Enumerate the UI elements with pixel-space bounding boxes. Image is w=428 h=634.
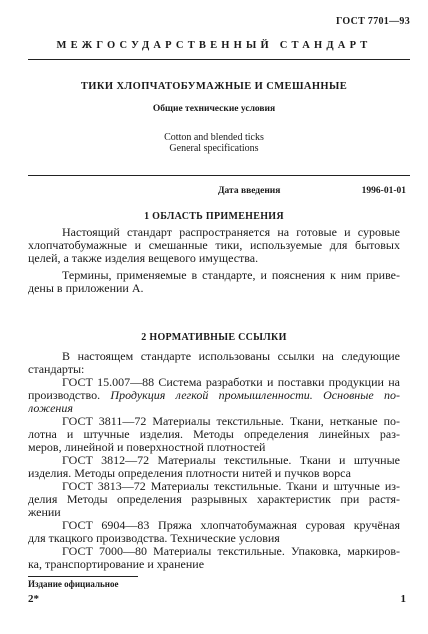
text-line — [28, 389, 400, 402]
text-line: Термины, применяемые в стандарте, и пояснения к ним приве- — [62, 269, 400, 282]
terms-paragraph — [28, 269, 400, 295]
text-line: ГОСТ 3811—72 Материалы текстильные. Ткани, нетканые по- — [62, 415, 400, 428]
signature-mark: 2* — [28, 593, 39, 605]
text-line: ГОСТ 7000—80 Материалы текстильные. Упаковка, маркиров- — [62, 545, 400, 558]
text-line: В настоящем стандарте использованы ссылки на следующие — [62, 350, 400, 363]
text-line: хлопчатобумажные и смешанные тики, используемые для бытовых — [28, 239, 400, 252]
top-rule — [28, 59, 410, 60]
document-subtitle: Общие технические условия — [152, 104, 276, 114]
reference-gost-3813 — [28, 480, 400, 519]
reference-gost-7000 — [28, 545, 400, 571]
reference-gost-6904 — [28, 519, 400, 545]
reference-gost-3811 — [28, 415, 400, 454]
text-line: изделия. Методы определения плотности нитей и пучков ворса — [28, 467, 351, 480]
document-title: ТИКИ ХЛОПЧАТОБУМАЖНЫЕ И СМЕШАННЫЕ — [80, 81, 348, 92]
text-line: лотна и штучные изделия. Методы определения линейных раз- — [28, 428, 400, 441]
gost-number: ГОСТ 7701—93 — [335, 16, 410, 27]
english-title: Cotton and blended ticks — [164, 132, 264, 143]
text-line: дены в приложении А. — [28, 282, 144, 295]
reference-gost-3812 — [28, 454, 400, 480]
text-line: Настоящий стандарт распространяется на готовые и суровые — [62, 226, 400, 239]
text-line: стандарты: — [28, 363, 85, 376]
english-subtitle: General specifications — [169, 143, 259, 154]
text-line: делия Методы определения разрывных характеристик при растя- — [28, 493, 400, 506]
interstate-standard-banner: МЕЖГОСУДАРСТВЕННЫЙ СТАНДАРТ — [56, 40, 372, 51]
italic-run: ложения — [28, 402, 73, 415]
references-intro — [28, 350, 400, 376]
official-edition-label: Издание официальное — [28, 579, 119, 589]
scope-paragraph — [28, 226, 400, 265]
title-rule — [28, 175, 410, 176]
text-line: жении — [28, 506, 61, 519]
section-1-heading: 1 ОБЛАСТЬ ПРИМЕНЕНИЯ — [144, 211, 284, 222]
text-line: ГОСТ 15.007—88 Система разработки и поставки продукции на — [62, 376, 400, 389]
text-line: меров, линейной и поверхностной плотностей — [28, 441, 266, 454]
italic-run: Продукция легкой промышленности. Основные по- — [110, 389, 400, 402]
text-line: ГОСТ 3813—72 Материалы текстильные. Ткани и штучные из- — [62, 480, 400, 493]
text-run: производство. — [28, 389, 111, 402]
footer-rule — [28, 576, 138, 577]
text-line: ГОСТ 3812—72 Материалы текстильные. Ткани и штучные — [62, 454, 400, 467]
text-line: ка, транспортирование и хранение — [28, 558, 205, 571]
reference-gost-15007 — [28, 376, 400, 415]
page-number: 1 — [400, 593, 406, 605]
section-2-heading: 2 НОРМАТИВНЫЕ ССЫЛКИ — [141, 332, 287, 343]
text-line — [28, 402, 400, 415]
text-line: целей, а также изделия вещевого имущества. — [28, 252, 259, 265]
text-line: ГОСТ 6904—83 Пряжа хлопчатобумажная суровая кручёная — [62, 519, 400, 532]
text-line: для ткацкого производства. Технические условия — [28, 532, 280, 545]
effective-date-label: Дата введения — [218, 186, 281, 196]
effective-date-value: 1996-01-01 — [361, 186, 406, 196]
